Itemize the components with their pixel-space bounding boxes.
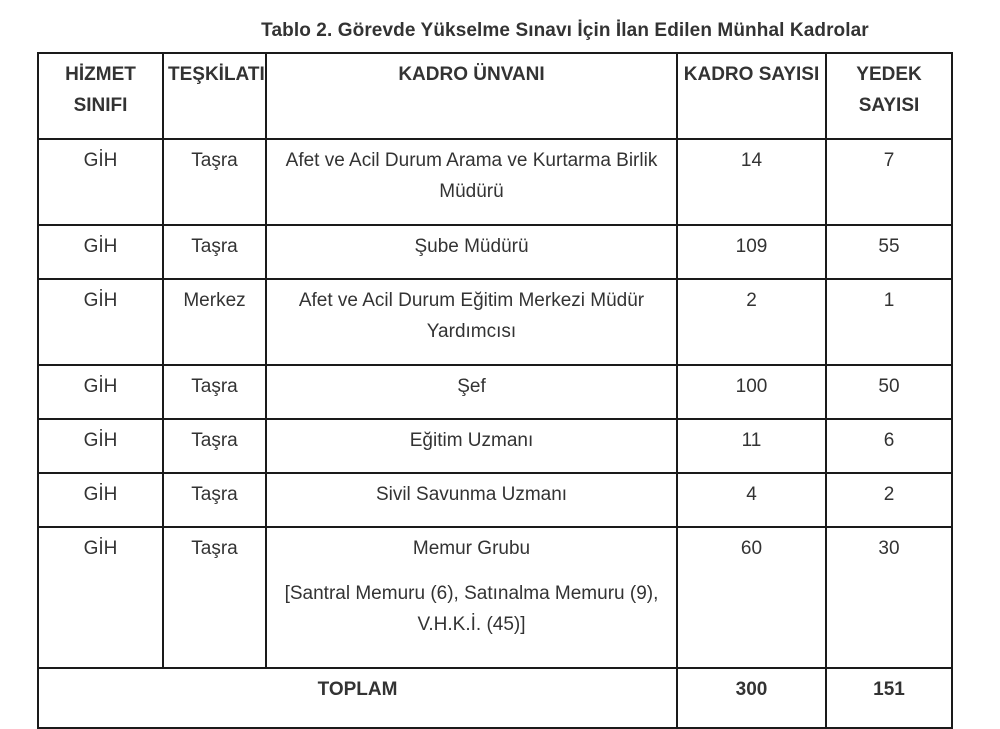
- cell-hizmet-sinifi: GİH: [38, 279, 163, 365]
- total-yedek-sayisi: 151: [826, 668, 952, 728]
- kadro-unvani-text: Memur Grubu: [412, 538, 531, 559]
- table-row: [38, 139, 952, 225]
- table-row: [38, 419, 952, 473]
- cell-yedek-sayisi: 7: [826, 139, 952, 225]
- cell-hizmet-sinifi: GİH: [38, 139, 163, 225]
- column-header-yedek-sayisi: YEDEK SAYISI: [826, 53, 952, 139]
- cell-kadro-unvani: Şube Müdürü: [266, 225, 677, 279]
- total-label: TOPLAM: [38, 668, 677, 728]
- cell-teskilati: Merkez: [163, 279, 266, 365]
- table-row: [38, 473, 952, 527]
- cell-yedek-sayisi: 1: [826, 279, 952, 365]
- cell-yedek-sayisi: 50: [826, 365, 952, 419]
- table-row: [38, 365, 952, 419]
- cell-kadro-sayisi: 60: [677, 527, 826, 668]
- cell-teskilati: Taşra: [163, 225, 266, 279]
- cell-kadro-sayisi: 11: [677, 419, 826, 473]
- vacancy-table: [37, 52, 953, 729]
- cell-kadro-sayisi: 2: [677, 279, 826, 365]
- cell-yedek-sayisi: 2: [826, 473, 952, 527]
- table-header-row: [38, 53, 952, 139]
- total-kadro-sayisi: 300: [677, 668, 826, 728]
- cell-yedek-sayisi: 30: [826, 527, 952, 668]
- cell-hizmet-sinifi: GİH: [38, 225, 163, 279]
- column-header-kadro-sayisi: KADRO SAYISI: [677, 53, 826, 139]
- table-caption: Tablo 2. Görevde Yükselme Sınavı İçin İlan Edilen Münhal Kadrolar: [261, 20, 869, 41]
- cell-kadro-sayisi: 109: [677, 225, 826, 279]
- cell-teskilati: Taşra: [163, 419, 266, 473]
- table-row: [38, 279, 952, 365]
- cell-kadro-sayisi: 14: [677, 139, 826, 225]
- cell-kadro-unvani: Eğitim Uzmanı: [266, 419, 677, 473]
- cell-hizmet-sinifi: GİH: [38, 527, 163, 668]
- column-header-hizmet-sinifi: HİZMET SINIFI: [38, 53, 163, 139]
- column-header-kadro-unvani: KADRO ÜNVANI: [266, 53, 677, 139]
- cell-kadro-unvani: [266, 527, 677, 668]
- total-row: [38, 668, 952, 728]
- cell-teskilati: Taşra: [163, 527, 266, 668]
- cell-kadro-unvani: Afet ve Acil Durum Eğitim Merkezi Müdür Yardımcısı: [266, 279, 677, 365]
- cell-kadro-sayisi: 4: [677, 473, 826, 527]
- cell-hizmet-sinifi: GİH: [38, 419, 163, 473]
- table-row: [38, 225, 952, 279]
- cell-kadro-sayisi: 100: [677, 365, 826, 419]
- cell-yedek-sayisi: 55: [826, 225, 952, 279]
- cell-teskilati: Taşra: [163, 139, 266, 225]
- cell-teskilati: Taşra: [163, 473, 266, 527]
- cell-kadro-unvani: Sivil Savunma Uzmanı: [266, 473, 677, 527]
- cell-kadro-unvani: Afet ve Acil Durum Arama ve Kurtarma Birlik Müdürü: [266, 139, 677, 225]
- cell-teskilati: Taşra: [163, 365, 266, 419]
- cell-hizmet-sinifi: GİH: [38, 473, 163, 527]
- column-header-teskilati: TEŞKİLATI: [163, 53, 266, 139]
- kadro-unvani-note: [Santral Memuru (6), Satınalma Memuru (9), V.H.K.İ. (45)]: [284, 583, 659, 635]
- cell-yedek-sayisi: 6: [826, 419, 952, 473]
- table-row: [38, 527, 952, 668]
- cell-hizmet-sinifi: GİH: [38, 365, 163, 419]
- cell-kadro-unvani: Şef: [266, 365, 677, 419]
